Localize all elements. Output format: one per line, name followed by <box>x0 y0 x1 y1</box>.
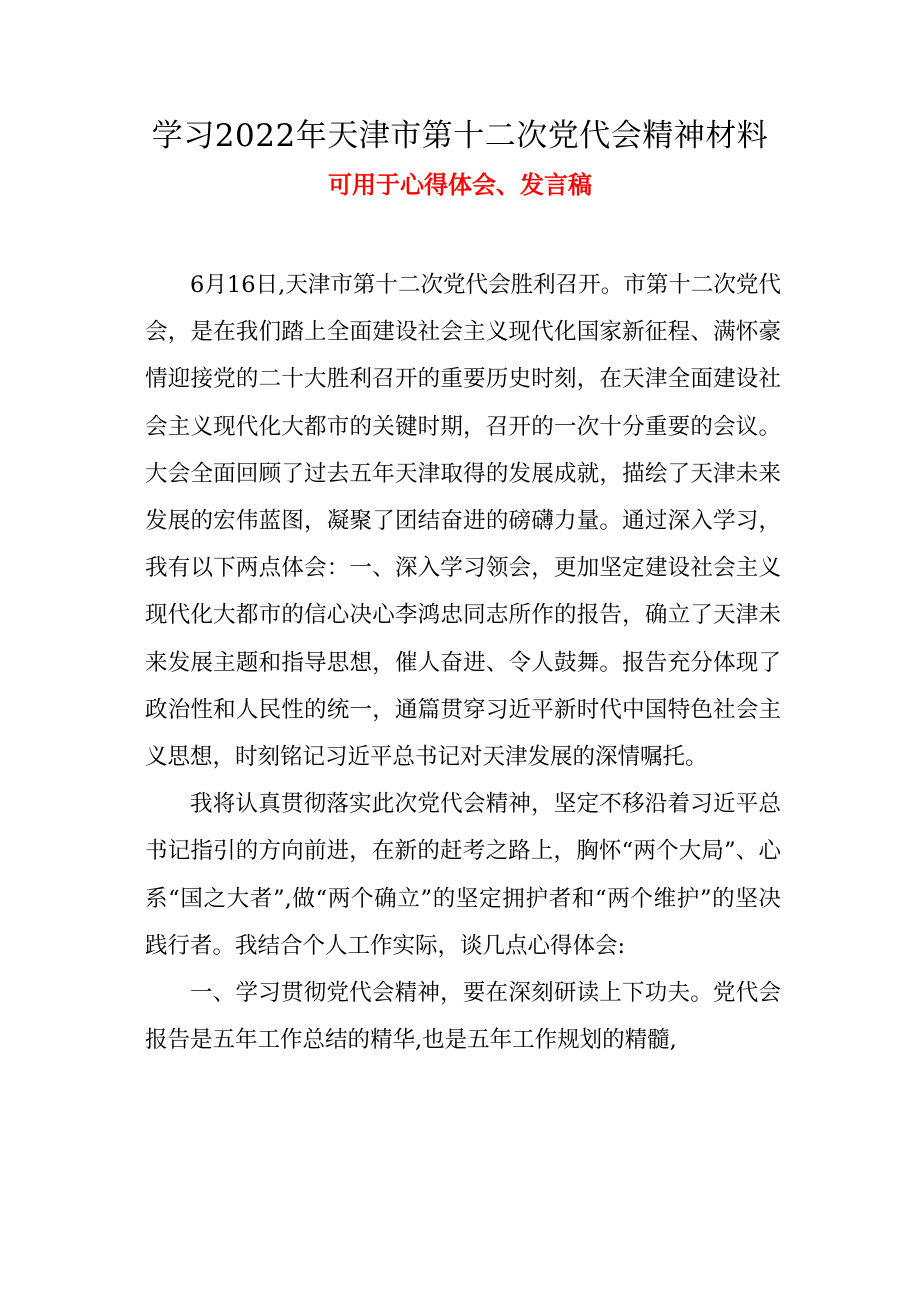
document-body <box>145 262 781 1064</box>
body-paragraph-2: 我将认真贯彻落实此次党代会精神，坚定不移沿着习近平总书记指引的方向前进，在新的赶考之路上，胸怀“两个大局”、心系“国之大者”,做“两个确立”的坚定拥护者和“两个维护”的坚决践行者。我结合个人工作实际，谈几点心得体会: <box>145 791 781 959</box>
body-paragraph-3: 一、学习贯彻党代会精神，要在深刻研读上下功夫。党代会报告是五年工作总结的精华,也是五年工作规划的精髓, <box>145 980 781 1054</box>
document-subtitle: 可用于心得体会、发言稿 <box>328 171 592 199</box>
document-title: 学习2022年天津市第十二次党代会精神材料 <box>151 118 769 154</box>
body-paragraph-1: 6月16日,天津市第十二次党代会胜利召开。市第十二次党代会，是在我们踏上全面建设社会主义现代化国家新征程、满怀豪情迎接党的二十大胜利召开的重要历史时刻，在天津全面建设社会主义现代化大都市的关键时期，召开的一次十分重要的会议。大会全面回顾了过去五年天津取得的发展成就，描绘了天津未来发展的宏伟蓝图，凝聚了团结奋进的磅礴力量。通过深入学习，我有以下两点体会：一、深入学习领会，更加坚定建设社会主义现代化大都市的信心决心李鸿忠同志所作的报告，确立了天津未来发展主题和指导思想，催人奋进、令人鼓舞。报告充分体现了政治性和人民性的统一，通篇贯穿习近平新时代中国特色社会主义思想，时刻铭记习近平总书记对天津发展的深情嘱托。 <box>145 272 781 771</box>
